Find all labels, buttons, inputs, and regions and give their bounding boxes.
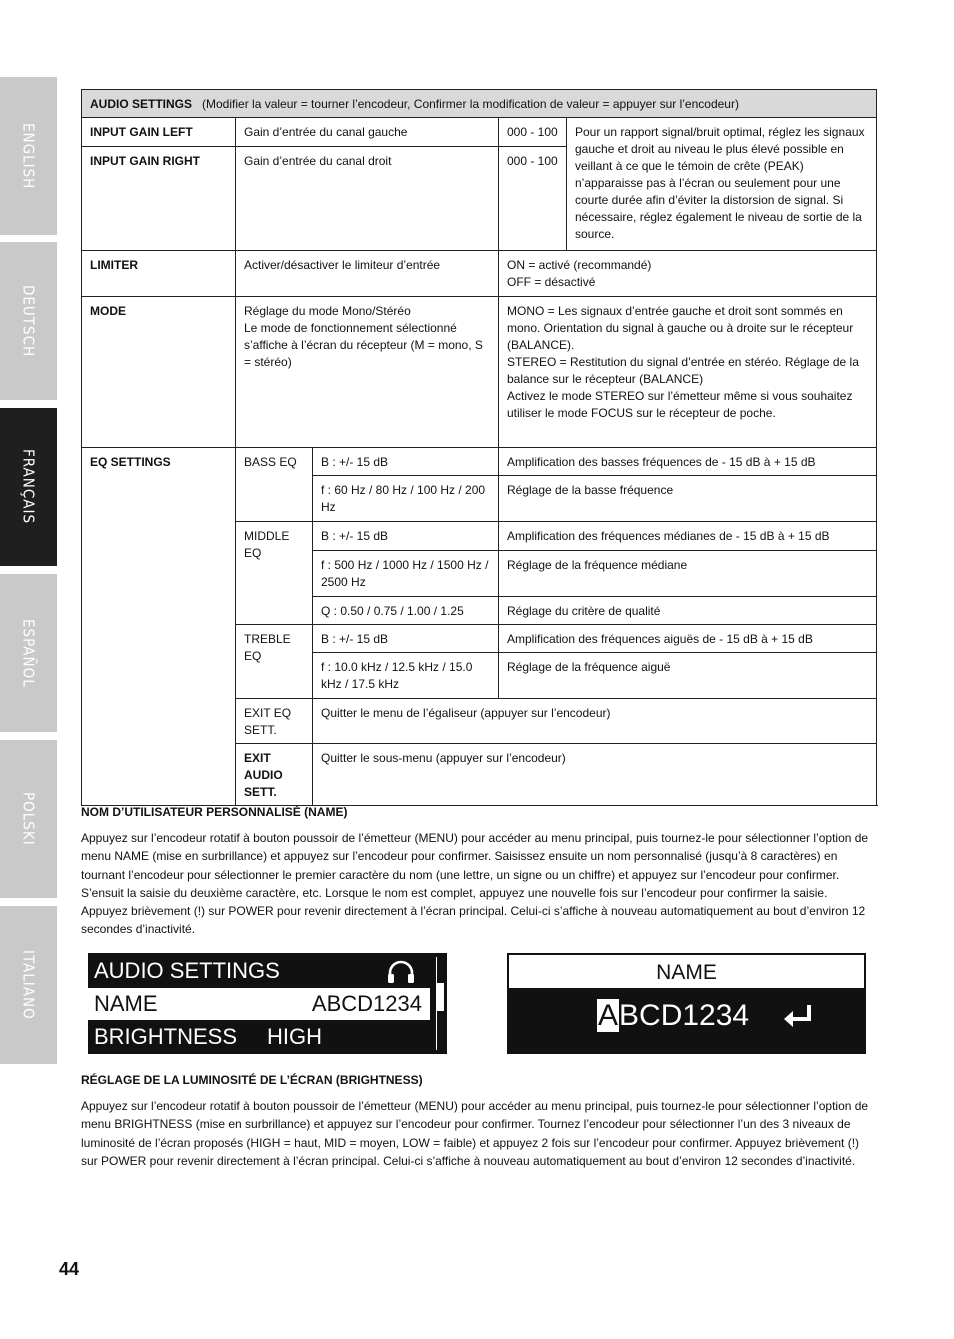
tab-label: ITALIANO	[19, 950, 38, 1020]
tab-polski[interactable]	[0, 740, 57, 898]
tab-deutsch[interactable]	[0, 242, 57, 400]
headphones-icon	[386, 960, 416, 984]
exit-eq-label: EXIT EQ SETT.	[236, 699, 313, 744]
middle-b-desc: Amplification des fréquences médianes de - 15 dB à + 15 dB	[499, 522, 877, 551]
tab-francais[interactable]	[0, 408, 57, 566]
tab-espanol[interactable]	[0, 574, 57, 732]
exit-eq-desc: Quitter le menu de l’égaliseur (appuyer sur l’encodeur)	[313, 699, 877, 744]
lcd-cursor-char: A	[598, 999, 619, 1032]
table-header-note: (Modifier la valeur = tourner l’encodeur, Confirmer la modification de valeur = appuyer sur l’encodeur)	[202, 97, 739, 111]
treble-b-value: B : +/- 15 dB	[313, 625, 499, 653]
tab-label: FRANÇAIS	[19, 449, 38, 525]
lcd-menu-row	[88, 955, 430, 987]
middle-f-desc: Réglage de la fréquence médiane	[499, 551, 877, 597]
lcd-menu-screen	[88, 953, 447, 1054]
middle-eq-label: MIDDLE EQ	[236, 522, 313, 625]
lcd-row-value: ABCD1234	[311, 991, 422, 1016]
row-label: MODE	[82, 297, 236, 448]
row-desc: Gain d’entrée du canal droit	[236, 147, 499, 251]
lcd-row-label: BRIGHTNESS	[94, 1024, 238, 1049]
tab-english[interactable]	[0, 77, 57, 235]
row-label: INPUT GAIN RIGHT	[82, 147, 236, 251]
lcd-row-label: AUDIO SETTINGS	[94, 958, 280, 983]
tab-label: POLSKI	[19, 792, 38, 846]
tab-label: ESPAÑOL	[19, 618, 38, 688]
table-header-title: AUDIO SETTINGS	[90, 97, 193, 111]
lcd-name-title: NAME	[509, 955, 864, 988]
page-number: 44	[59, 1259, 80, 1279]
treble-b-desc: Amplification des fréquences aiguës de - 15 dB à + 15 dB	[499, 625, 877, 653]
row-label: INPUT GAIN LEFT	[82, 118, 236, 147]
middle-b-value: B : +/- 15 dB	[313, 522, 499, 551]
brightness-section-title: RÉGLAGE DE LA LUMINOSITÉ DE L’ÉCRAN (BRIGHTNESS)	[81, 1073, 423, 1087]
bass-eq-label: BASS EQ	[236, 448, 313, 522]
lcd-row-value: HIGH	[267, 1024, 322, 1049]
lcd-name-value	[597, 997, 749, 1035]
row-values: MONO = Les signaux d’entrée gauche et droit sont sommés en mono. Orientation du signal à gauche ou à droite sur le récepteur (BALANCE). STEREO = Restitution du signal d’entrée en stéréo. Réglage de la balance sur le récepteur (BALANCE) Activez le mode STEREO sur l’émetteur même si vous souhaitez utiliser le mode FOCUS sur le récepteur de poche.	[499, 297, 877, 448]
exit-audio-desc: Quitter le sous-menu (appuyer sur l’encodeur)	[313, 744, 877, 806]
table-row	[82, 118, 877, 147]
bass-f-desc: Réglage de la basse fréquence	[499, 476, 877, 522]
row-desc: Gain d’entrée du canal gauche	[236, 118, 499, 147]
treble-f-desc: Réglage de la fréquence aiguë	[499, 653, 877, 699]
row-range: 000 - 100	[499, 118, 567, 147]
bass-b-value: B : +/- 15 dB	[313, 448, 499, 476]
tab-italiano[interactable]	[0, 906, 57, 1064]
middle-f-value: f : 500 Hz / 1000 Hz / 1500 Hz / 2500 Hz	[313, 551, 499, 597]
lcd-row-label: NAME	[94, 991, 158, 1016]
table-row	[82, 448, 877, 476]
lcd-name-rest: BCD1234	[619, 999, 750, 1032]
middle-q-value: Q : 0.50 / 0.75 / 1.00 / 1.25	[313, 597, 499, 625]
bass-b-desc: Amplification des basses fréquences de - 15 dB à + 15 dB	[499, 448, 877, 476]
audio-settings-table	[81, 89, 877, 806]
bass-f-value: f : 60 Hz / 80 Hz / 100 Hz / 200 Hz	[313, 476, 499, 522]
row-values: ON = activé (recommandé) OFF = désactivé	[499, 251, 877, 297]
row-desc: Activer/désactiver le limiteur d’entrée	[236, 251, 499, 297]
treble-f-value: f : 10.0 kHz / 12.5 kHz / 15.0 kHz / 17.5 kHz	[313, 653, 499, 699]
treble-eq-label: TREBLE EQ	[236, 625, 313, 699]
enter-arrow-icon	[781, 1000, 815, 1030]
gain-note: Pour un rapport signal/bruit optimal, réglez les signaux gauche et droit au niveau le plus élevé possible en veillant à ce que le témoin de crête (PEAK) n’apparaisse pas à l’écran ou seulement pour une courte durée afin d’éviter la distorsion de signal. Si nécessaire, réglez également le niveau de sortie de la source.	[567, 118, 877, 251]
name-section-text: Appuyez sur l’encodeur rotatif à bouton poussoir de l’émetteur (MENU) pour accéder au menu principal, puis tournez-le pour sélectionner l’option de menu NAME (mise en surbrillance) et appuyez sur l’encodeur pour confirmer. Saisissez ensuite un nom personnalisé (jusqu’à 8 caractères) en tournant l’encodeur pour sélectionner le premier caractère du nom (une lettre, un signe ou un chiffre) et appuyez sur l’encodeur pour confirmer. S’ensuit la saisie du deuxième caractère, etc. Lorsque le nom est complet, appuyez une nouvelle fois sur l’encodeur pour confirmer la saisie. Appuyez brièvement (!) sur POWER pour revenir directement à l’écran principal. Celui-ci s’affiche à nouveau automatiquement au bout d’environ 12 secondes d’inactivité.	[81, 831, 869, 937]
name-section-title: NOM D’UTILISATEUR PERSONNALISÉ (NAME)	[81, 805, 348, 819]
lcd-menu-row	[88, 1021, 430, 1053]
eq-settings-label: EQ SETTINGS	[82, 448, 236, 806]
exit-audio-label: EXIT AUDIO SETT.	[236, 744, 313, 806]
brightness-section-text: Appuyez sur l’encodeur rotatif à bouton poussoir de l’émetteur (MENU) pour accéder au menu principal, puis tournez-le pour sélectionner l’option de menu BRIGHTNESS (mise en surbrillance) et appuyez sur l’encodeur pour confirmer. Tournez l’encodeur pour sélectionner l’un des 3 niveaux de luminosité de l’écran proposés (HIGH = haut, MID = moyen, LOW = faible) et appuyez 2 fois sur l’encodeur pour confirmer. Appuyez brièvement (!) sur POWER pour revenir directement à l’écran principal. Celui-ci s’affiche à nouveau automatiquement au bout d’environ 12 secondes d’inactivité.	[81, 1099, 869, 1168]
lcd-scrollbar-thumb	[437, 983, 444, 1011]
tab-label: DEUTSCH	[19, 284, 38, 358]
row-desc: Réglage du mode Mono/Stéréo Le mode de fonctionnement sélectionné s’affiche à l’écran du récepteur (M = mono, S = stéréo)	[236, 297, 499, 448]
lcd-name-screen	[507, 953, 866, 1054]
row-range: 000 - 100	[499, 147, 567, 251]
table-row	[82, 297, 877, 448]
lcd-menu-row-selected	[88, 988, 430, 1020]
table-header	[82, 90, 877, 118]
row-label: LIMITER	[82, 251, 236, 297]
middle-q-desc: Réglage du critère de qualité	[499, 597, 877, 625]
tab-label: ENGLISH	[19, 122, 38, 190]
table-row	[82, 251, 877, 297]
